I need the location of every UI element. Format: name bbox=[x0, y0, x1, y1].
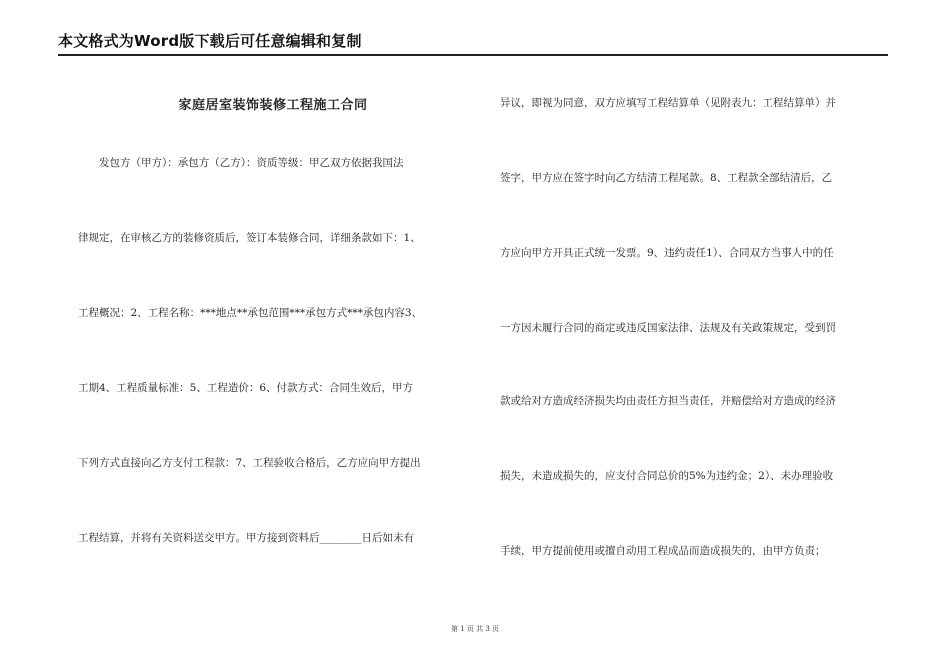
body-line: 款或给对方造成经济损失均由责任方担当责任，并赔偿给对方造成的经济 bbox=[500, 395, 836, 407]
body-line: 律规定，在审核乙方的装修资质后，签订本装修合同，详细条款如下：1、 bbox=[78, 232, 421, 244]
body-line: 手续，甲方提前使用或擅自动用工程成品而造成损失的，由甲方负责； bbox=[500, 545, 826, 557]
body-line: 损失，未造成损失的，应支付合同总价的5%为违约金；2）、未办理验收 bbox=[500, 470, 834, 482]
body-line: 工程概况：2、工程名称：***地点**承包范围***承包方式***承包内容3、 bbox=[78, 307, 423, 319]
body-line: 下列方式直接向乙方支付工程款：7、工程验收合格后，乙方应向甲方提出 bbox=[78, 457, 421, 469]
body-line: 工程结算，并将有关资料送交甲方。甲方接到资料后________日后如未有 bbox=[78, 532, 414, 544]
header-divider bbox=[58, 54, 888, 56]
body-line: 签字，甲方应在签字时向乙方结清工程尾款。8、工程款全部结清后，乙 bbox=[500, 172, 833, 184]
body-line: 发包方（甲方）：承包方（乙方）：资质等级：甲乙双方依据我国法 bbox=[78, 157, 404, 169]
body-line: 一方因未履行合同的商定或违反国家法律、法规及有关政策规定，受到罚 bbox=[500, 322, 836, 334]
page-number: 第 1 页 共 3 页 bbox=[450, 625, 500, 633]
page-header: 本文格式为Word版下载后可任意编辑和复制 bbox=[58, 32, 362, 50]
body-line: 异议，即视为同意，双方应填写工程结算单（见附表九：工程结算单）并 bbox=[500, 97, 836, 109]
body-line: 方应向甲方开具正式统一发票。9、违约责任1）、合同双方当事人中的任 bbox=[500, 247, 834, 259]
body-line: 工期4、工程质量标准：5、工程造价：6、付款方式：合同生效后，甲方 bbox=[78, 382, 414, 394]
document-title: 家庭居室装饰装修工程施工合同 bbox=[178, 98, 368, 113]
